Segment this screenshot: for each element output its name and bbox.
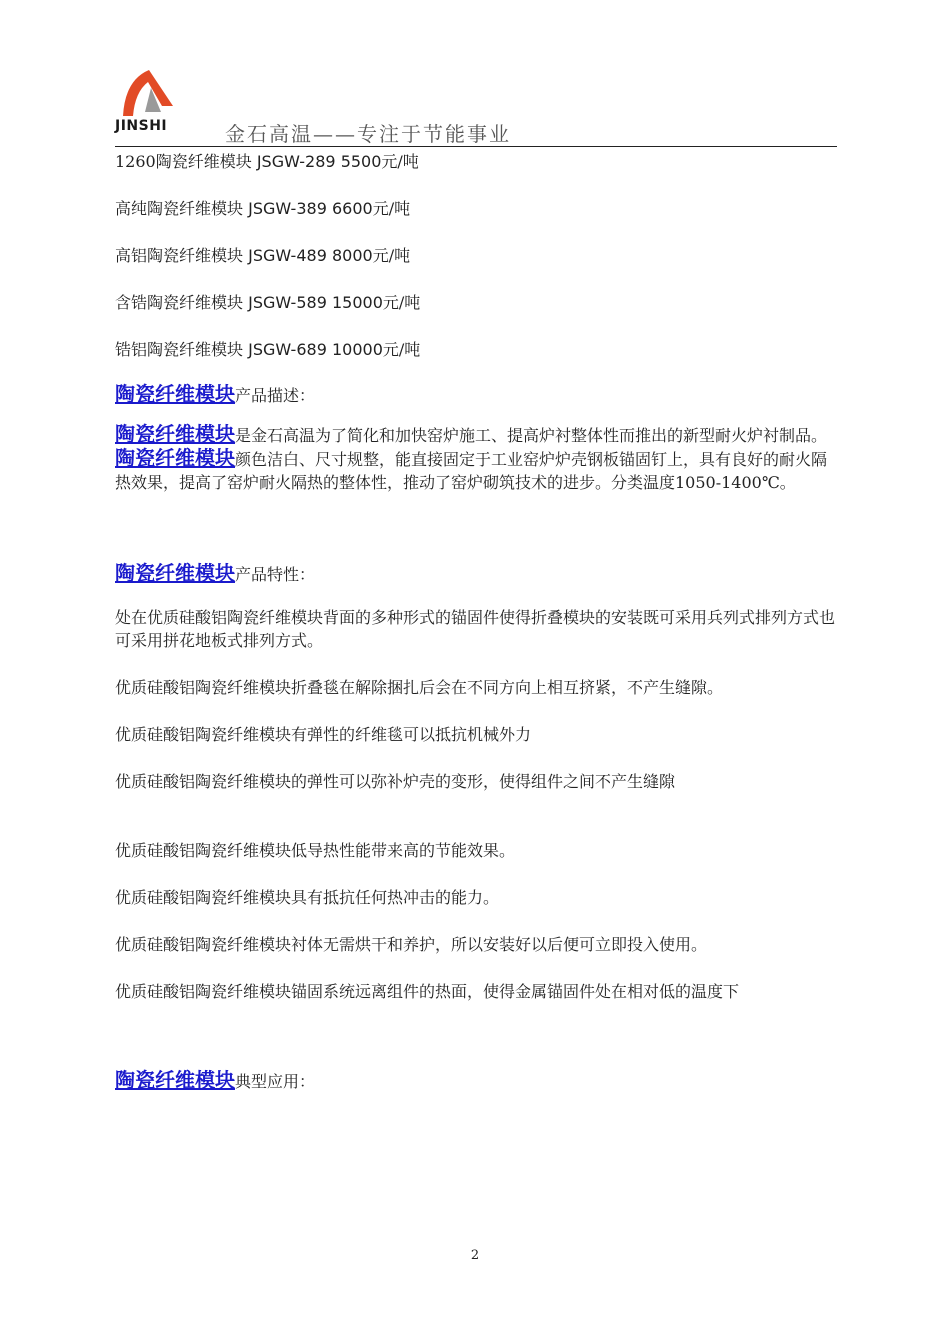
jinshi-logo — [115, 66, 177, 140]
price-line: 1260陶瓷纤维模块 JSGW-289 5500元/吨 — [115, 152, 419, 171]
feature-item: 优质硅酸铝陶瓷纤维模块衬体无需烘干和养护，所以安装好以后便可立即投入使用。 — [115, 935, 708, 954]
price-line: 含锆陶瓷纤维模块 JSGW-589 15000元/吨 — [115, 293, 421, 312]
header-slogan: 金石高温——专注于节能事业 — [225, 122, 511, 146]
description-heading: 陶瓷纤维模块产品描述： — [115, 382, 316, 406]
document-body — [115, 150, 840, 1093]
product-link[interactable]: 陶瓷纤维模块 — [115, 446, 235, 470]
page-header — [115, 66, 837, 147]
feature-item: 处在优质硅酸铝陶瓷纤维模块背面的多种形式的锚固件使得折叠模块的安装既可采用兵列式排列方式也可采用拼花地板式排列方式。 — [115, 608, 836, 650]
product-link[interactable]: 陶瓷纤维模块 — [115, 561, 235, 585]
product-link[interactable]: 陶瓷纤维模块 — [115, 1068, 235, 1092]
logo-text: JINSHI — [115, 118, 168, 134]
price-line: 高铝陶瓷纤维模块 JSGW-489 8000元/吨 — [115, 246, 411, 265]
feature-item: 优质硅酸铝陶瓷纤维模块具有抵抗任何热冲击的能力。 — [115, 888, 500, 907]
product-link[interactable]: 陶瓷纤维模块 — [115, 422, 235, 446]
feature-item: 优质硅酸铝陶瓷纤维模块折叠毯在解除捆扎后会在不同方向上相互挤紧，不产生缝隙。 — [115, 678, 724, 697]
price-line: 高纯陶瓷纤维模块 JSGW-389 6600元/吨 — [115, 199, 411, 218]
feature-item: 优质硅酸铝陶瓷纤维模块锚固系统远离组件的热面，使得金属锚固件处在相对低的温度下 — [115, 982, 740, 1001]
feature-item: 优质硅酸铝陶瓷纤维模块有弹性的纤维毯可以抵抗机械外力 — [115, 725, 532, 744]
application-heading: 陶瓷纤维模块典型应用： — [115, 1068, 316, 1092]
description-paragraph: 陶瓷纤维模块是金石高温为了简化和加快窑炉施工、提高炉衬整体性而推出的新型耐火炉衬制品。陶瓷纤维模块颜色洁白、尺寸规整，能直接固定于工业窑炉炉壳钢板锚固钉上，具有良好的耐火隔热效果，提高了窑炉耐火隔热的整体性，推动了窑炉砌筑技术的进步。分类温度1050-1400℃。 — [115, 422, 828, 492]
page-number: 2 — [470, 1248, 480, 1263]
feature-item: 优质硅酸铝陶瓷纤维模块的弹性可以弥补炉壳的变形，使得组件之间不产生缝隙 — [115, 772, 676, 791]
price-list — [115, 150, 840, 361]
feature-item: 优质硅酸铝陶瓷纤维模块低导热性能带来高的节能效果。 — [115, 841, 516, 860]
price-line: 锆铝陶瓷纤维模块 JSGW-689 10000元/吨 — [115, 340, 421, 359]
product-link[interactable]: 陶瓷纤维模块 — [115, 382, 235, 406]
features-heading: 陶瓷纤维模块产品特性： — [115, 561, 316, 585]
